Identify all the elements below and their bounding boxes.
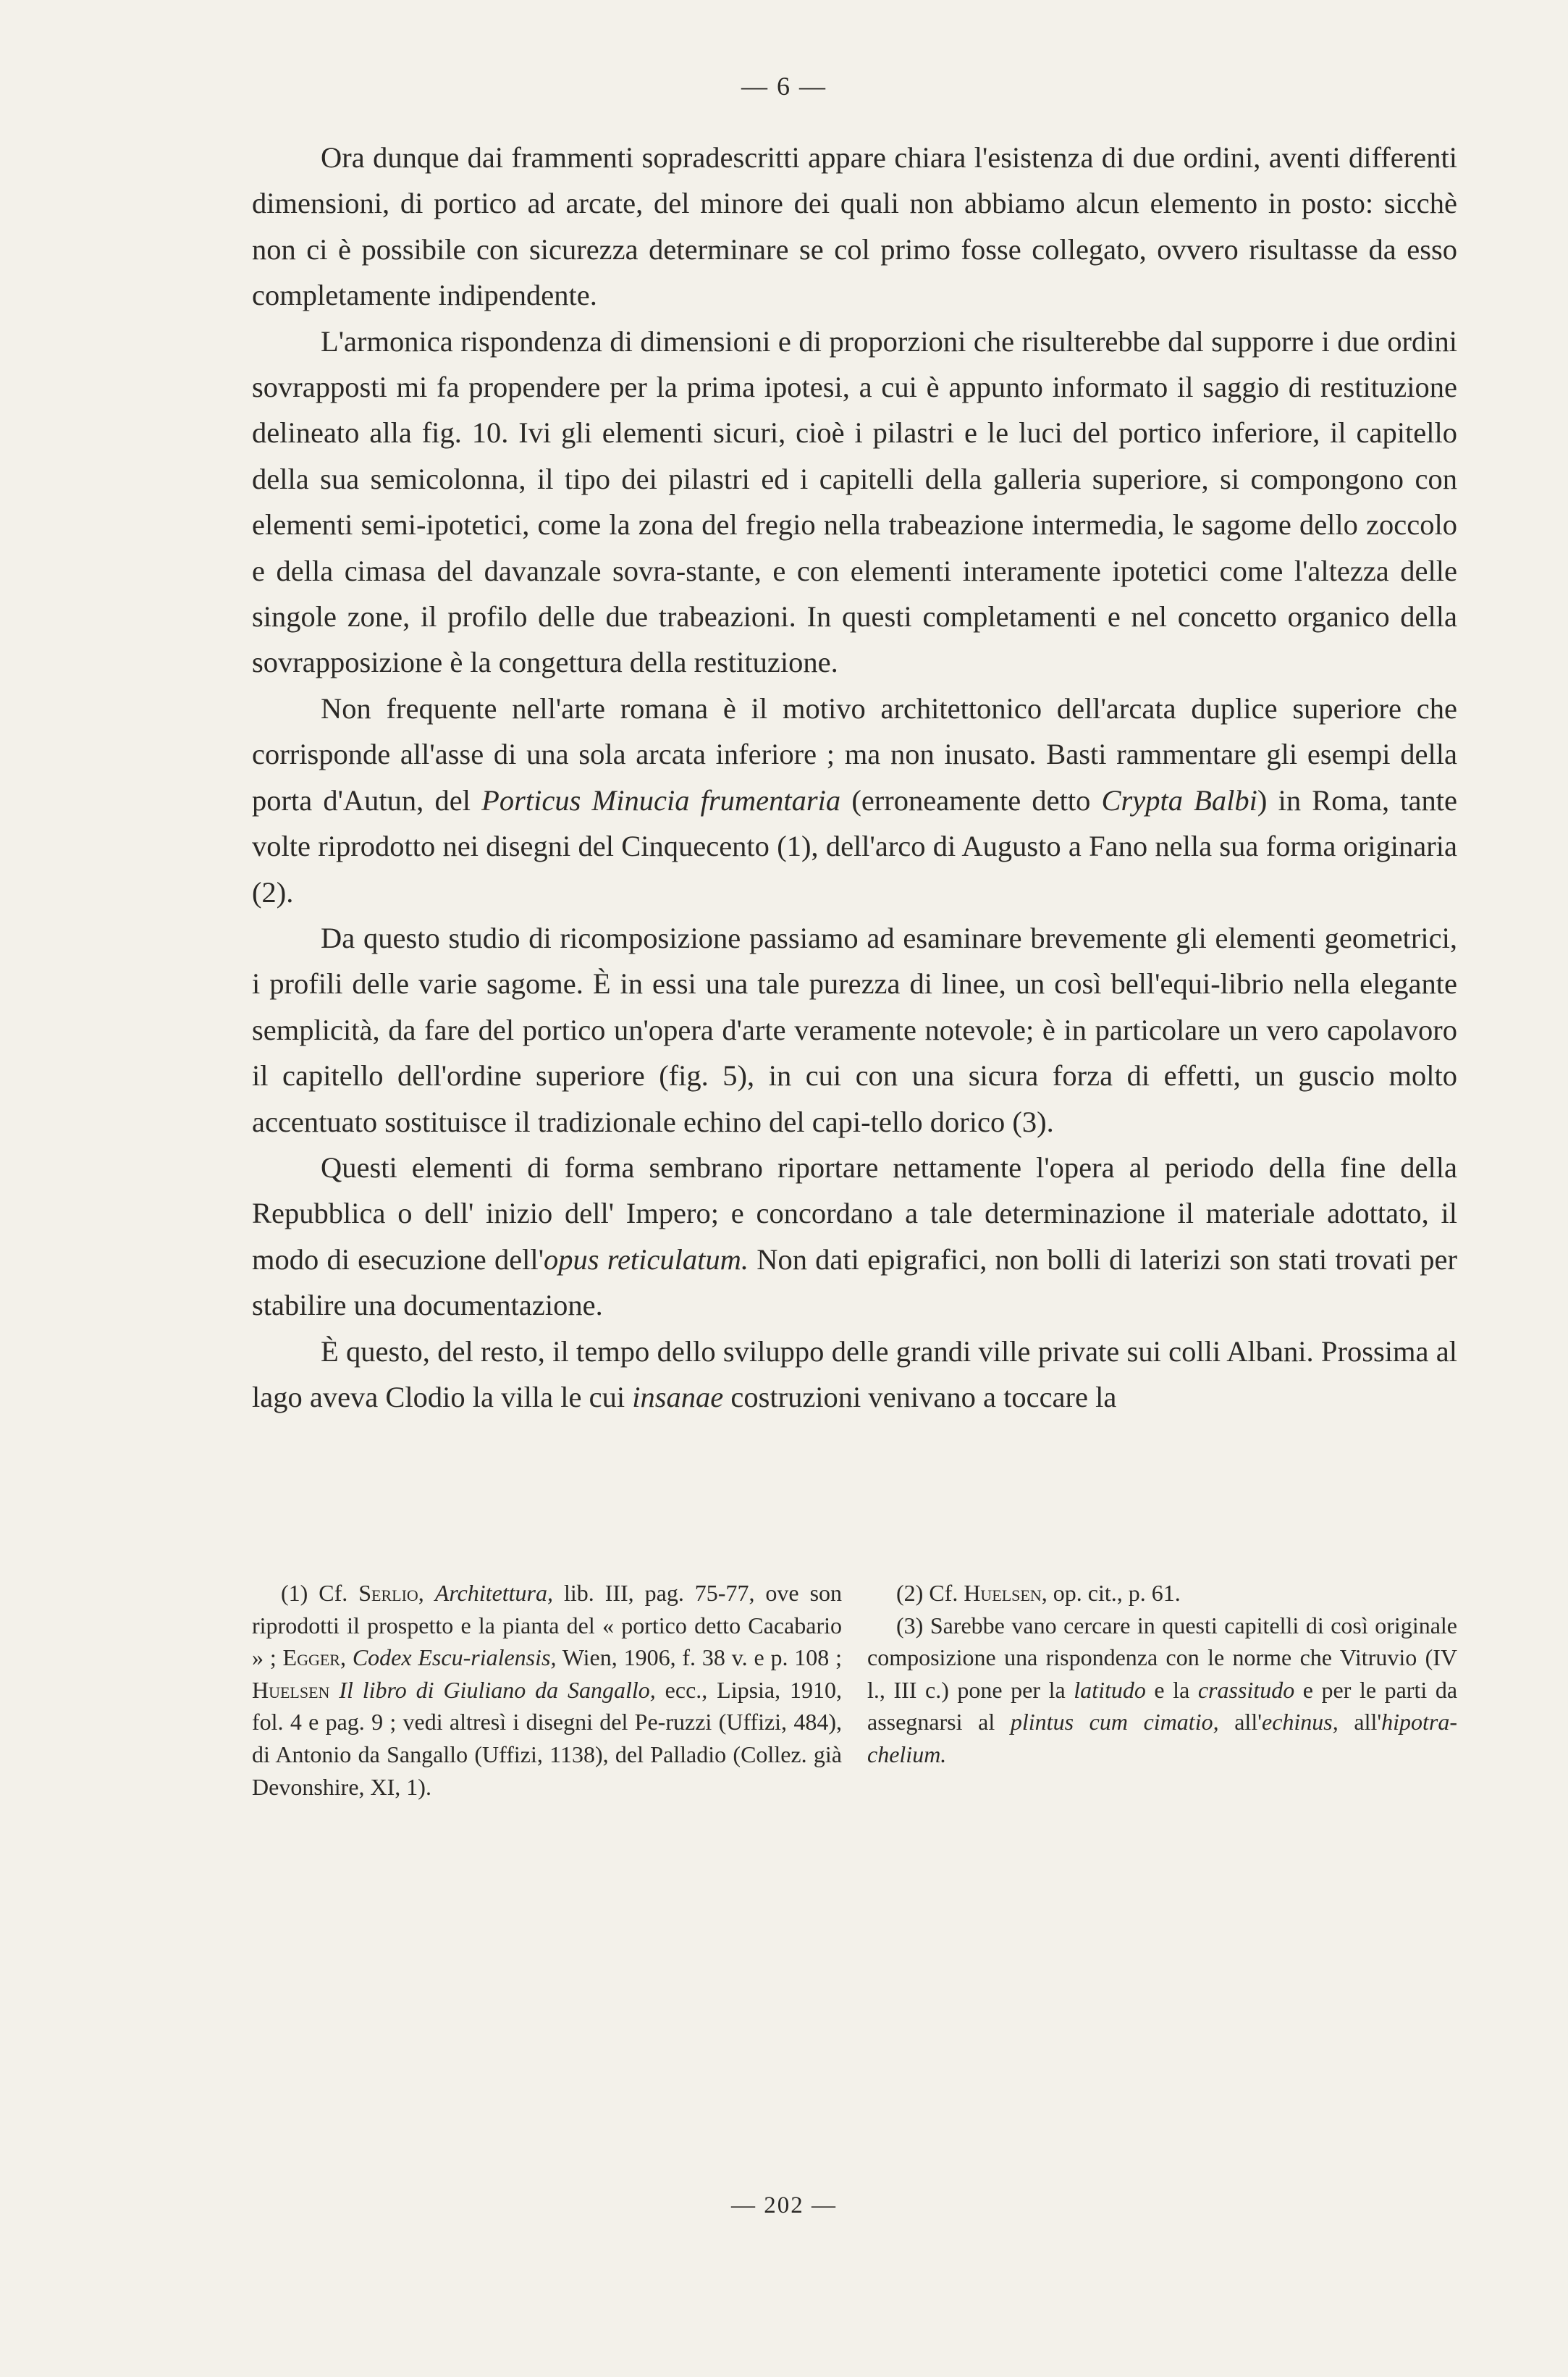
footnote-1-author-serlio: Serlio [358,1580,418,1606]
paragraph-2: L'armonica rispondenza di dimensioni e di proporzioni che risulterebbe dal supporre i due ordini sovrapposti mi fa propendere per la prima ipotesi, a cui è appunto informato il saggio di restituzione delineato alla fig. 10. Ivi gli elementi sicuri, cioè i pilastri e le luci del portico inferiore, il capitello della sua semicolonna, il tipo dei pilastri ed i capitelli della galleria superiore, si compongono con elementi semi-ipotetici, come la zona del fregio nella trabeazione intermedia, le sagome dello zoccolo e della cimasa del davanzale sovra-stante, e con elementi interamente ipotetici come l'altezza delle singole zone, il profilo delle due trabeazioni. In questi completamenti e nel concetto organico della sovrapposizione è la congettura della restituzione. [252,324,1457,679]
footnote-3-seg: (3) Sarebbe vano cercare in questi capitelli di così originale composizione una rispondenza con le norme che Vitruvio (IV l., III c.) pone per la [867,1612,1457,1703]
footnote-3-term-crassitudo: crassitudo [1197,1676,1295,1703]
paragraph-3 [252,686,1457,915]
footnote-1-seg: , [418,1580,435,1606]
footnote-3-term-plintus: plintus cum cimatio, [1010,1709,1219,1736]
footnote-1-seg: (1) Cf. [281,1580,359,1606]
paragraph-3-italic-crypta: Crypta Balbi [1101,783,1257,817]
page-number-bottom: — 202 — [731,2192,837,2218]
footnote-1-seg: Wien, 1906, f. 38 v. e p. 108 ; [556,1644,843,1671]
footnotes-left-column [252,1577,842,1803]
footnote-3-term-latitudo: latitudo [1074,1676,1146,1703]
footnote-1-seg: , [340,1644,353,1671]
footnotes [252,1577,1457,1803]
paragraph-1: Ora dunque dai frammenti sopradescritti appare chiara l'esistenza di due ordini, aventi differenti dimensioni, di portico ad arcate, del minore dei quali non abbiamo alcun elemento in posto: sicchè non ci è possibile con sicurezza determinare se col primo fosse collegato, ovvero risultasse da esso completamente indipendente. [252,141,1457,312]
paragraph-6-text-a: È questo, del resto, il tempo dello sviluppo delle grandi ville private sui colli Albani. Prossima al lago aveva Clodio la villa le cui [252,1334,1457,1413]
footnote-1-title-architettura: Architettura, [434,1580,553,1606]
footnote-3-term-echinus: echinus, [1261,1709,1339,1736]
footnote-1-title-libro: Il libro di Giuliano da Sangallo, [339,1676,656,1703]
footnote-3-seg: all' [1218,1709,1262,1736]
footnote-3-seg: e per le parti da assegnarsi al [867,1676,1458,1736]
footnote-2-seg: , op. cit., p. 61. [1041,1580,1181,1606]
paragraph-3-text-c: (erroneamente detto [840,783,1102,817]
footnote-1-seg: lib. III, pag. 75-77, ove son riprodotti il prospetto e la pianta del « portico detto Cacabario » ; [252,1580,843,1671]
footnote-1-seg: ecc., Lipsia, 1910, fol. 4 e pag. 9 ; vedi altresì i disegni del Pe-ruzzi (Uffizi, 484), di Antonio da Sangallo (Uffizi, 1138), del Palladio (Collez. già Devonshire, XI, 1). [252,1676,843,1800]
paragraph-6-italic-insanae: insanae [632,1380,724,1413]
footnotes-right-column [867,1577,1457,1803]
footnote-3-seg: all' [1338,1709,1382,1736]
paragraph-4: Da questo studio di ricomposizione passiamo ad esaminare brevemente gli elementi geometrici, i profili delle varie sagome. È in essi una tale purezza di linee, un così bell'equi-librio nella elegante semplicità, da fare del portico un'opera d'arte veramente notevole; è in particolare un vero capolavoro il capitello dell'ordine superiore (fig. 5), in cui con una sicura forza di effetti, un guscio molto accentuato sostituisce il tradizionale echino del capi-tello dorico (3). [252,921,1457,1138]
paragraph-6 [252,1329,1457,1421]
footnote-1-author-egger: Egger [282,1644,340,1671]
main-text [252,135,1457,1420]
paragraph-3-text-e: ) in Roma, tante volte riprodotto nei disegni del Cinquecento (1), dell'arco di Augusto a Fano nella sua forma originaria (2). [252,783,1457,909]
footnote-2 [867,1577,1457,1610]
paragraph-5-text-c: Non dati epigrafici, non bolli di laterizi son stati trovati per stabilire una documentazione. [252,1242,1457,1322]
paragraph-5-italic-opus: opus reticulatum. [544,1242,749,1276]
footnote-1-title-codex: Codex Escu-rialensis, [352,1644,557,1671]
paragraph-6-text-c: costruzioni venivano a toccare la [723,1380,1117,1413]
paragraph-5-text-a: Questi elementi di forma sembrano riportare nettamente l'opera al periodo della fine della Repubblica o dell' inizio dell' Impero; e concordano a tale determinazione il materiale adottato, il modo di esecuzione dell' [252,1150,1457,1276]
footnote-1-seg [329,1677,339,1703]
footnote-1-author-huelsen: Huelsen [252,1676,330,1703]
footnote-2-seg: (2) Cf. [896,1580,964,1606]
paragraph-3-text-a: Non frequente nell'arte romana è il motivo architettonico dell'arcata duplice superiore che corrisponde all'asse di una sola arcata inferiore ; ma non inusato. Basti rammentare gli esempi della porta d'Autun, del [252,691,1457,817]
footnote-3-term-hipotrachelium: hipotra-chelium. [867,1709,1458,1767]
page-number-top: — 6 — [741,72,827,101]
paragraph-3-italic-porticus: Porticus Minucia frumentaria [481,783,841,817]
footnote-2-author-huelsen: Huelsen [964,1580,1042,1606]
footnote-3 [867,1610,1457,1771]
paragraph-5 [252,1145,1457,1329]
footnote-1 [252,1577,842,1803]
footnote-3-seg: e la [1145,1676,1198,1703]
